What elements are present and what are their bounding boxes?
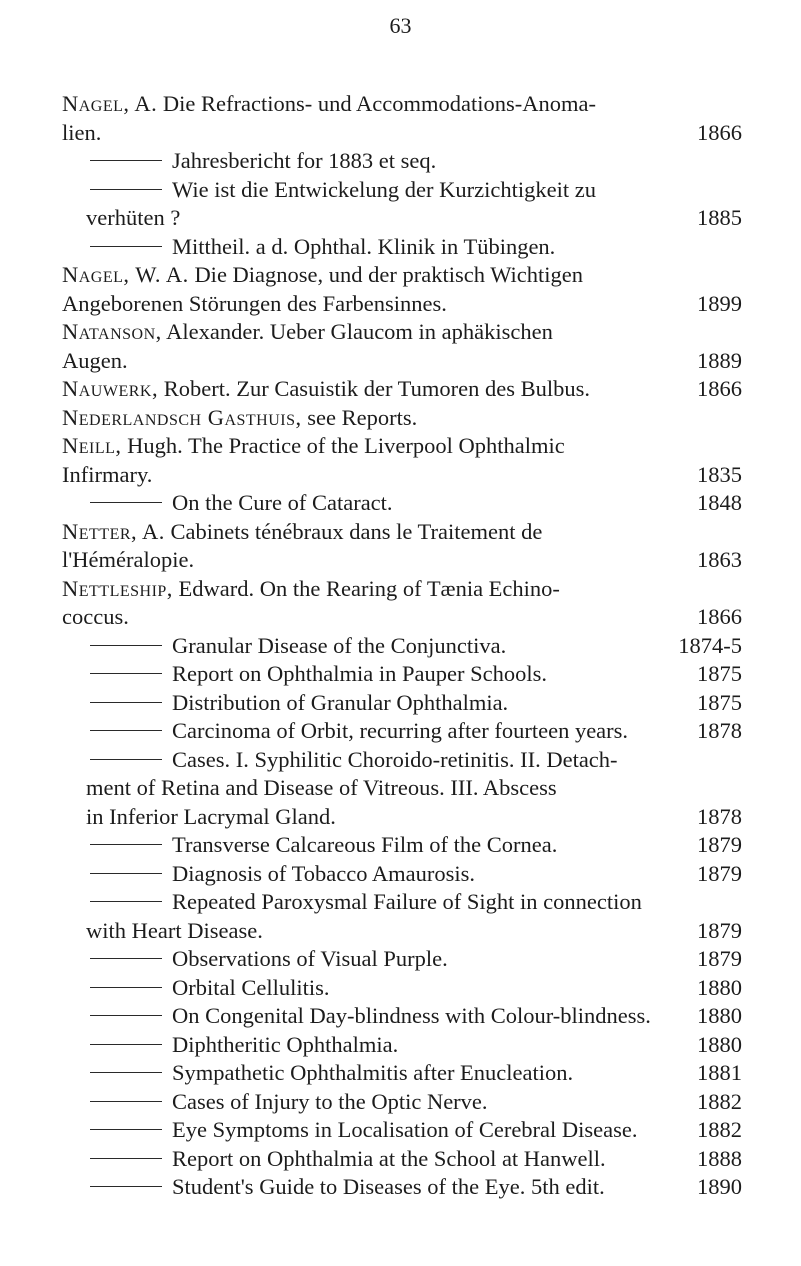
bibliography-entry [62,1145,742,1174]
entry-text: Wie ist die Entwickelung der Kurzichtigkeit zu [172,176,596,202]
ditto-dash [90,645,162,646]
bibliography-entry [62,831,742,860]
entry-author: Nauwerk, [62,376,159,401]
bibliography-list [62,90,742,1202]
bibliography-entry [62,318,742,375]
entry-author: Nagel, A. [62,91,158,116]
entry-line [62,404,742,433]
bibliography-entry [62,888,742,945]
entry-text: Diphtheritic Ophthalmia. [172,1031,399,1057]
entry-text: Robert. Zur Casuistik der Tumoren des Bulbus. [163,376,590,401]
entry-line [86,945,742,974]
entry-text: Orbital Cellulitis. [172,974,330,1000]
entry-year: 1899 [697,290,742,316]
entry-year: 1890 [697,1174,742,1199]
entry-line [62,318,742,347]
bibliography-entry [62,1173,742,1202]
ditto-dash [90,189,162,190]
ditto-dash [90,160,162,161]
entry-line [86,717,742,746]
bibliography-entry [62,233,742,262]
bibliography-entry [62,1088,742,1117]
entry-text: Diagnosis of Tobacco Amaurosis. [172,860,475,886]
entry-line [62,90,742,119]
entry-text: Die Refractions- und Accommodations-Anoma- [162,91,596,116]
entry-text: Alexander. Ueber Glaucom in aphäkischen [166,319,553,344]
bibliography-entry [62,147,742,176]
entry-line [86,1116,742,1145]
entry-line [86,974,742,1003]
entry-year: 1885 [697,205,742,230]
entry-author: Netter, A. [62,518,165,544]
entry-line [86,1059,742,1088]
entry-text: On the Cure of Cataract. [172,490,393,515]
entry-year: 1878 [697,803,742,829]
bibliography-entry [62,1002,742,1031]
entry-text: Granular Disease of the Conjunctiva. [172,632,507,658]
entry-author: Nettleship, [62,575,173,601]
entry-text: Distribution of Granular Ophthalmia. [172,689,509,715]
ditto-dash [90,958,162,959]
bibliography-entry [62,1059,742,1088]
ditto-dash [90,1015,162,1016]
entry-line [86,233,742,262]
ditto-dash [90,987,162,988]
entry-line [86,1173,742,1202]
entry-text: Jahresbericht for 1883 et seq. [172,148,437,173]
bibliography-entry [62,632,742,661]
bibliography-entry [62,518,742,575]
ditto-dash [90,730,162,731]
entry-line [62,432,742,461]
entry-year: 1874-5 [678,632,742,658]
entry-text: On Congenital Day-blindness with Colour-blindness. [172,1003,651,1028]
ditto-dash [90,1158,162,1159]
entry-line [86,660,742,689]
ditto-dash [90,246,162,247]
entry-year: 1882 [697,1117,742,1142]
page-number: 63 [389,13,412,38]
entry-text: Observations of Visual Purple. [172,946,448,971]
entry-year: 1879 [697,946,742,971]
entry-year: 1880 [697,1003,742,1028]
entry-year: 1881 [697,1060,742,1085]
entry-year: 1880 [697,974,742,1000]
entry-year: 1875 [697,661,742,686]
entry-text: ment of Retina and Disease of Vitreous. III. Abscess [86,775,557,800]
ditto-dash [90,901,162,902]
entry-line [62,119,742,148]
entry-text: Transverse Calcareous Film of the Cornea. [172,832,558,857]
bibliography-entry [62,261,742,318]
entry-line [86,774,742,803]
entry-line [86,176,742,205]
entry-text: Carcinoma of Orbit, recurring after fourteen years. [172,718,629,743]
entry-text: in Inferior Lacrymal Gland. [86,803,336,829]
entry-text: Repeated Paroxysmal Failure of Sight in connection [172,889,642,914]
bibliography-entry [62,404,742,433]
entry-text: with Heart Disease. [86,917,263,943]
entry-text: Die Diagnose, und der praktisch Wichtigen [194,262,584,287]
entry-line [86,147,742,176]
entry-text: verhüten ? [86,205,181,230]
bibliography-entry [62,945,742,974]
entry-line [86,746,742,775]
entry-text: Report on Ophthalmia at the School at Hanwell. [172,1145,606,1171]
entry-line [62,546,742,575]
entry-line [86,860,742,889]
bibliography-entry [62,432,742,489]
bibliography-entry [62,860,742,889]
ditto-dash [90,1101,162,1102]
entry-text: Edward. On the Rearing of Tænia Echino- [178,575,560,601]
entry-year: 1878 [697,718,742,743]
entry-line [86,1088,742,1117]
entry-text: Cases of Injury to the Optic Nerve. [172,1088,488,1114]
entry-year: 1879 [697,860,742,886]
entry-text: Sympathetic Ophthalmitis after Enucleation. [172,1060,574,1085]
entry-line [62,347,742,376]
entry-text: Augen. [62,347,128,373]
entry-author: Natanson, [62,319,162,344]
bibliography-entry [62,660,742,689]
entry-line [62,575,742,604]
entry-line [86,1145,742,1174]
entry-text: Angeborenen Störungen des Farbensinnes. [62,290,447,316]
entry-line [62,603,742,632]
entry-year: 1875 [697,689,742,715]
entry-line [86,888,742,917]
entry-line [86,917,742,946]
entry-line [62,461,742,490]
entry-line [62,290,742,319]
entry-text: lien. [62,119,102,145]
entry-year: 1866 [697,604,742,629]
entry-year: 1866 [697,376,742,401]
ditto-dash [90,702,162,703]
ditto-dash [90,873,162,874]
entry-line [86,204,742,233]
bibliography-entry [62,489,742,518]
bibliography-entry [62,375,742,404]
entry-line [86,689,742,718]
entry-year: 1880 [697,1031,742,1057]
bibliography-entry [62,717,742,746]
ditto-dash [90,1044,162,1045]
bibliography-entry [62,1116,742,1145]
ditto-dash [90,759,162,760]
entry-text: Mittheil. a d. Ophthal. Klinik in Tübingen. [172,233,556,259]
ditto-dash [90,1129,162,1130]
entry-text: Infirmary. [62,461,153,487]
entry-year: 1866 [697,119,742,145]
entry-text: Report on Ophthalmia in Pauper Schools. [172,661,547,686]
bibliography-entry [62,746,742,832]
bibliography-entry [62,974,742,1003]
entry-line [62,375,742,404]
entry-year: 1879 [697,917,742,943]
ditto-dash [90,502,162,503]
entry-line [86,803,742,832]
entry-line [86,1002,742,1031]
entry-year: 1863 [697,547,742,572]
entry-year: 1882 [697,1088,742,1114]
entry-line [86,632,742,661]
entry-year: 1888 [697,1145,742,1171]
bibliography-entry [62,90,742,147]
entry-author: Neill, [62,433,122,458]
entry-year: 1848 [697,490,742,515]
entry-text: coccus. [62,604,129,629]
ditto-dash [90,673,162,674]
entry-line [62,518,742,547]
entry-text: l'Héméralopie. [62,547,195,572]
entry-year: 1879 [697,832,742,857]
entry-author: Nagel, W. A. [62,262,189,287]
entry-text: see Reports. [307,404,418,430]
entry-text: Cabinets ténébraux dans le Traitement de [170,518,543,544]
ditto-dash [90,844,162,845]
bibliography-entry [62,1031,742,1060]
ditto-dash [90,1072,162,1073]
entry-text: Cases. I. Syphilitic Choroido-retinitis. II. Detach- [172,746,618,772]
entry-line [62,261,742,290]
entry-text: Eye Symptoms in Localisation of Cerebral Disease. [172,1117,638,1142]
bibliography-entry [62,689,742,718]
bibliography-entry [62,176,742,233]
entry-text: Hugh. The Practice of the Liverpool Ophthalmic [127,433,565,458]
entry-line [86,489,742,518]
entry-text: Student's Guide to Diseases of the Eye. 5th edit. [172,1174,605,1199]
entry-line [86,831,742,860]
ditto-dash [90,1186,162,1187]
entry-line [86,1031,742,1060]
bibliography-entry [62,575,742,632]
entry-year: 1889 [697,347,742,373]
entry-year: 1835 [697,461,742,487]
entry-author: Nederlandsch Gasthuis, [62,404,302,430]
